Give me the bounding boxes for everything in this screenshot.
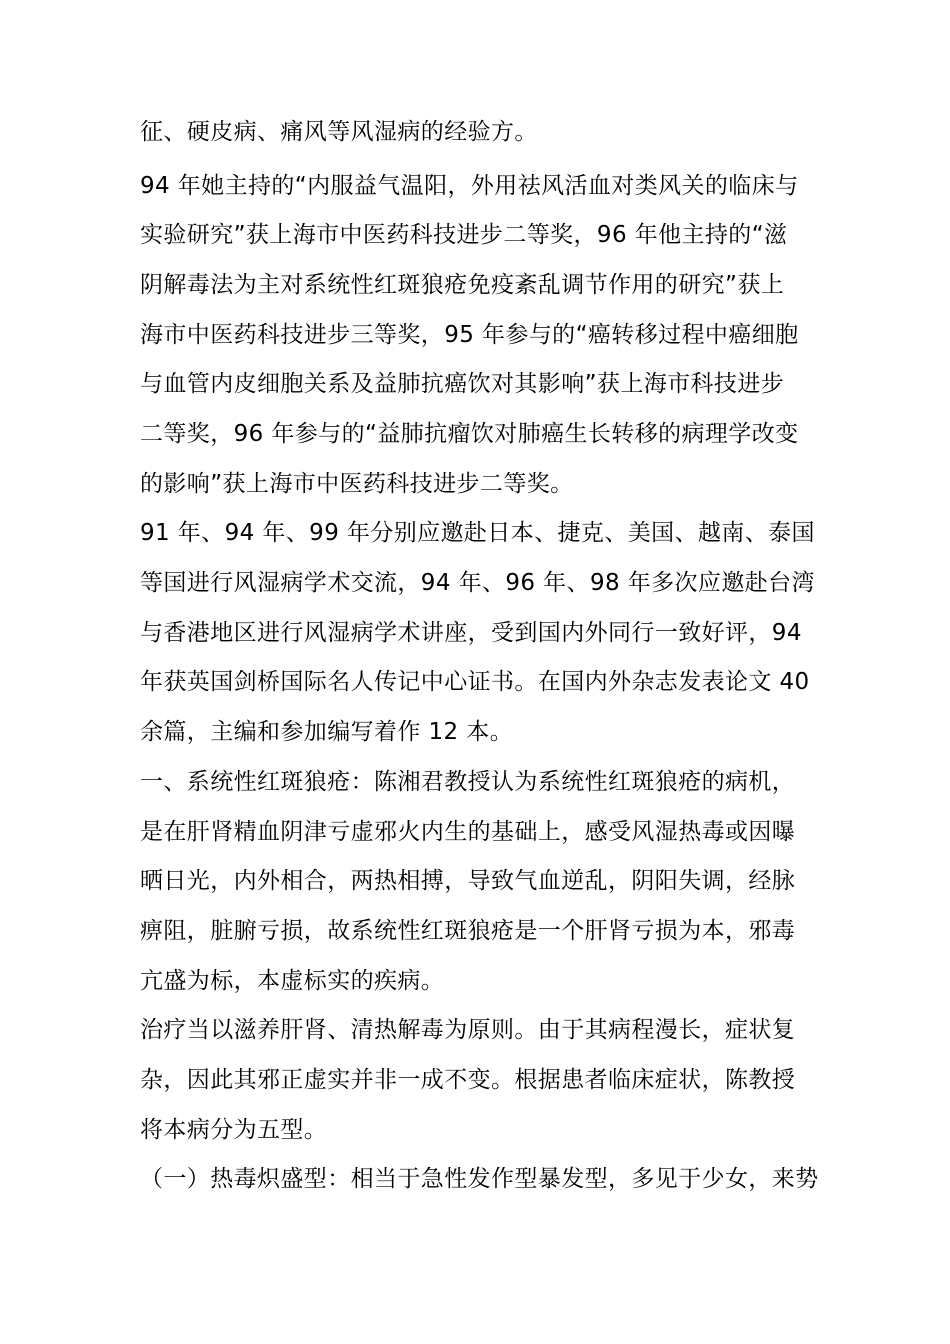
text-line: 征、硬皮病、痛风等风湿病的经验方。 [140,119,538,145]
text-line: 年获英国剑桥国际名人传记中心证书。在国内外杂志发表论文 40 [140,669,810,695]
text-line: 杂，因此其邪正虚实并非一成不变。根据患者临床症状，陈教授 [140,1067,796,1093]
text-line: 实验研究”获上海市中医药科技进步二等奖，96 年他主持的“滋 [140,222,788,248]
text-line: 是在肝肾精血阴津亏虚邪火内生的基础上，感受风湿热毒或因曝 [140,819,796,845]
text-line: 与血管内皮细胞关系及益肺抗癌饮对其影响”获上海市科技进步 [140,371,785,397]
text-line: 的影响”获上海市中医药科技进步二等奖。 [140,471,574,497]
text-line: 余篇，主编和参加编写着作 12 本。 [140,719,514,745]
text-line: 阴解毒法为主对系统性红斑狼疮免疫紊乱调节作用的研究”获上 [140,272,785,298]
text-line: 等国进行风湿病学术交流，94 年、96 年、98 年多次应邀赴台湾 [140,570,815,596]
text-line: 晒日光，内外相合，两热相搏，导致气血逆乱，阴阳失调，经脉 [140,868,796,894]
text-line: 与香港地区进行风湿病学术讲座，受到国内外同行一致好评，94 [140,620,802,646]
text-line: 海市中医药科技进步三等奖，95 年参与的“癌转移过程中癌细胞 [140,322,799,348]
text-line: 治疗当以滋养肝肾、清热解毒为原则。由于其病程漫长，症状复 [140,1017,796,1043]
text-line: 将本病分为五型。 [140,1117,328,1143]
text-line: 91 年、94 年、99 年分别应邀赴日本、捷克、美国、越南、泰国 [140,520,815,546]
text-line: （一）热毒炽盛型：相当于急性发作型暴发型，多见于少女，来势 [140,1166,819,1192]
text-line: 二等奖，96 年参与的“益肺抗瘤饮对肺癌生长转移的病理学改变 [140,421,799,447]
text-line: 一、系统性红斑狼疮：陈湘君教授认为系统性红斑狼疮的病机， [140,769,796,795]
text-line: 亢盛为标，本虚标实的疾病。 [140,968,445,994]
text-line: 痹阻，脏腑亏损，故系统性红斑狼疮是一个肝肾亏损为本，邪毒 [140,918,796,944]
text-line: 94 年她主持的“内服益气温阳，外用祛风活血对类风关的临床与 [140,173,799,199]
